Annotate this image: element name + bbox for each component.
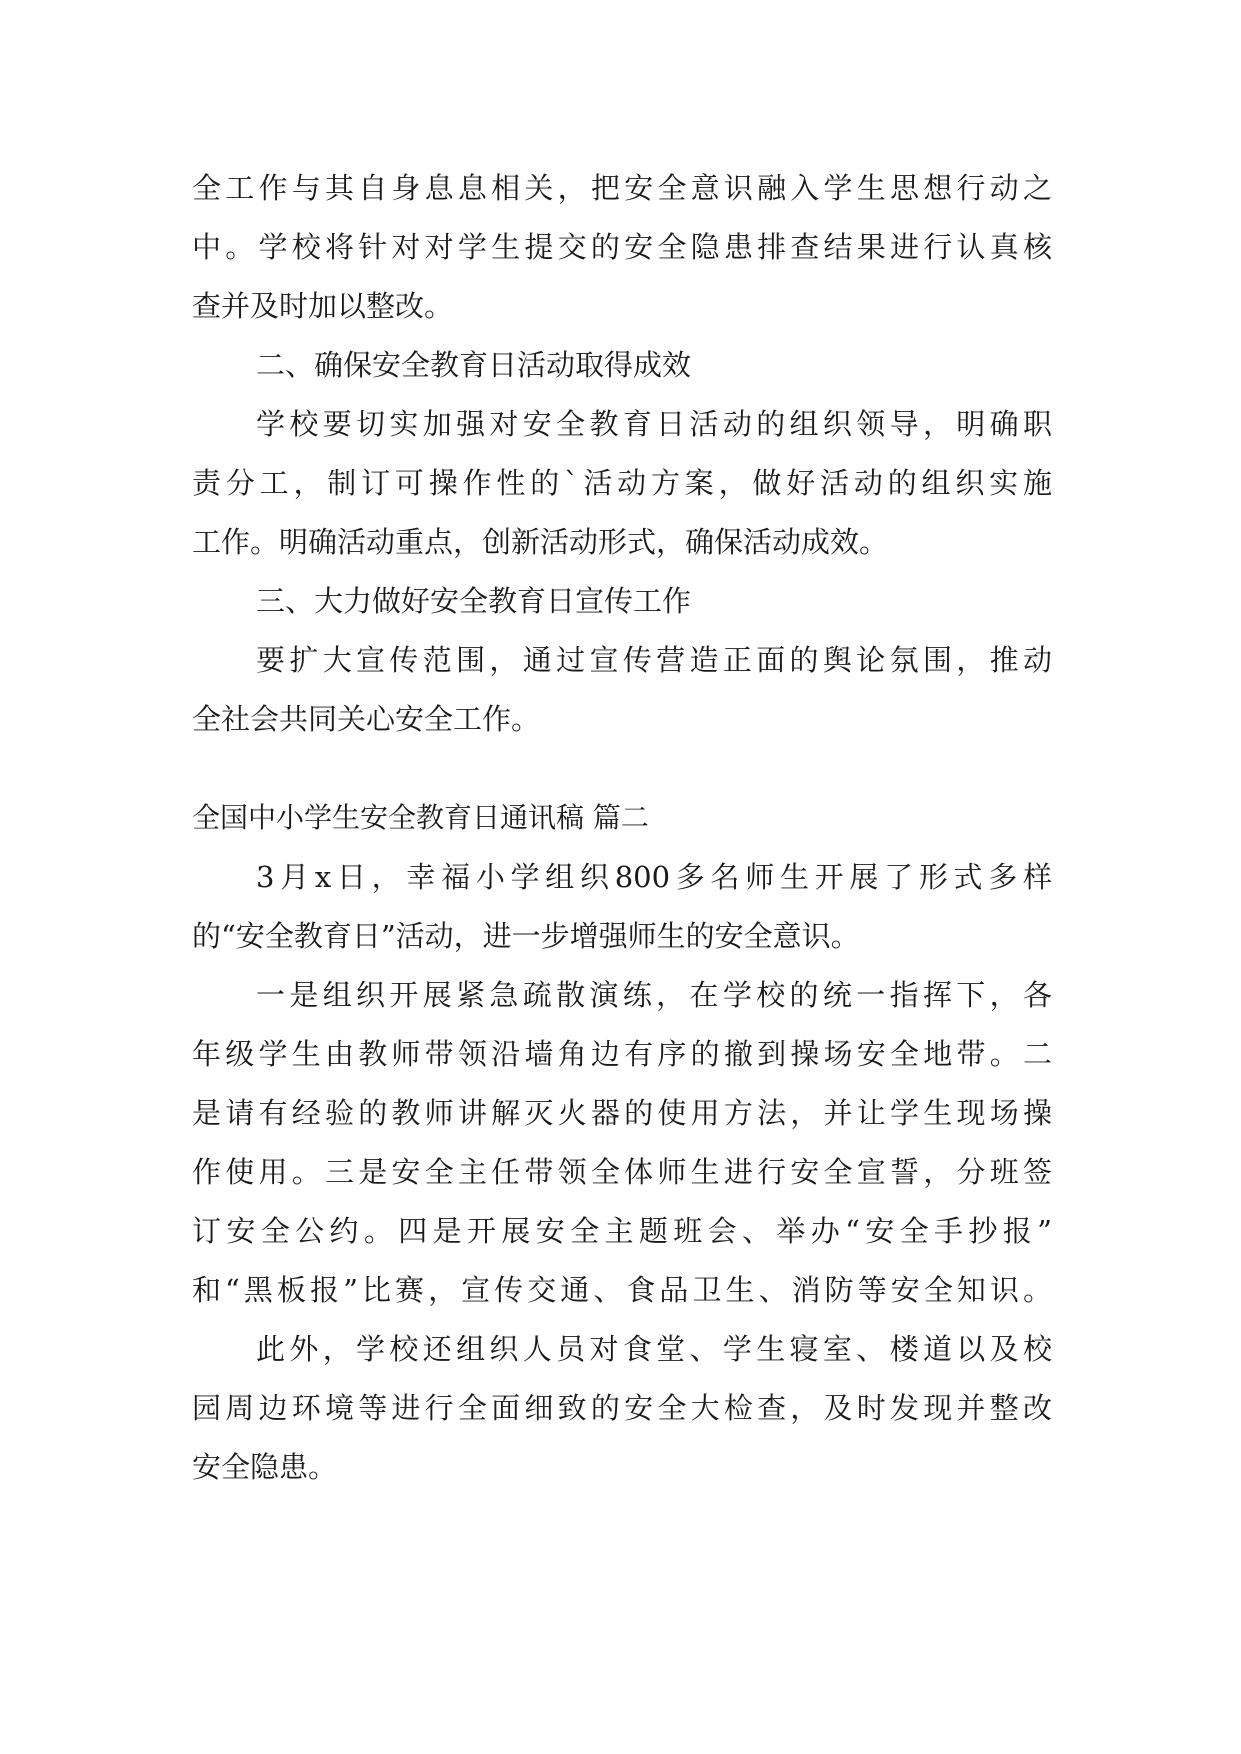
paragraph-line: 3月x日，幸福小学组织800多名师生开展了形式多样 — [256, 860, 1052, 894]
paragraph-line: 作使用。三是安全主任带领全体师生进行安全宣誓，分班签 — [192, 1155, 1052, 1189]
paragraph-line: 学校要切实加强对安全教育日活动的组织领导，明确职 — [256, 407, 1052, 441]
paragraph-line: 安全隐患。 — [192, 1450, 338, 1484]
paragraph-line: 全社会共同关心安全工作。 — [192, 702, 541, 736]
section-heading: 三、大力做好安全教育日宣传工作 — [256, 584, 692, 618]
paragraph-line: 是请有经验的教师讲解灭火器的使用方法，并让学生现场操 — [192, 1096, 1052, 1130]
paragraph-line: 园周边环境等进行全面细致的安全大检查，及时发现并整改 — [192, 1391, 1052, 1425]
paragraph-line: 和“黑板报”比赛，宣传交通、食品卫生、消防等安全知识。 — [192, 1273, 1052, 1307]
paragraph-line: 查并及时加以整改。 — [192, 289, 454, 323]
paragraph-line: 的“安全教育日”活动，进一步增强师生的安全意识。 — [192, 919, 860, 953]
section-heading: 二、确保安全教育日活动取得成效 — [256, 348, 692, 382]
paragraph-line: 中。学校将针对对学生提交的安全隐患排查结果进行认真核 — [192, 230, 1052, 264]
article-title: 全国中小学生安全教育日通讯稿 篇二 — [192, 801, 649, 834]
paragraph-line: 此外，学校还组织人员对食堂、学生寝室、楼道以及校 — [256, 1332, 1052, 1366]
paragraph-line: 工作。明确活动重点，创新活动形式，确保活动成效。 — [192, 525, 889, 559]
paragraph-line: 一是组织开展紧急疏散演练，在学校的统一指挥下，各 — [256, 978, 1052, 1012]
paragraph-line: 订安全公约。四是开展安全主题班会、举办“安全手抄报” — [192, 1214, 1052, 1248]
paragraph-line: 年级学生由教师带领沿墙角边有序的撤到操场安全地带。二 — [192, 1037, 1052, 1071]
paragraph-line: 要扩大宣传范围，通过宣传营造正面的舆论氛围，推动 — [256, 643, 1052, 677]
paragraph-line: 责分工，制订可操作性的`活动方案，做好活动的组织实施 — [192, 466, 1052, 500]
paragraph-line: 全工作与其自身息息相关，把安全意识融入学生思想行动之 — [192, 171, 1052, 205]
